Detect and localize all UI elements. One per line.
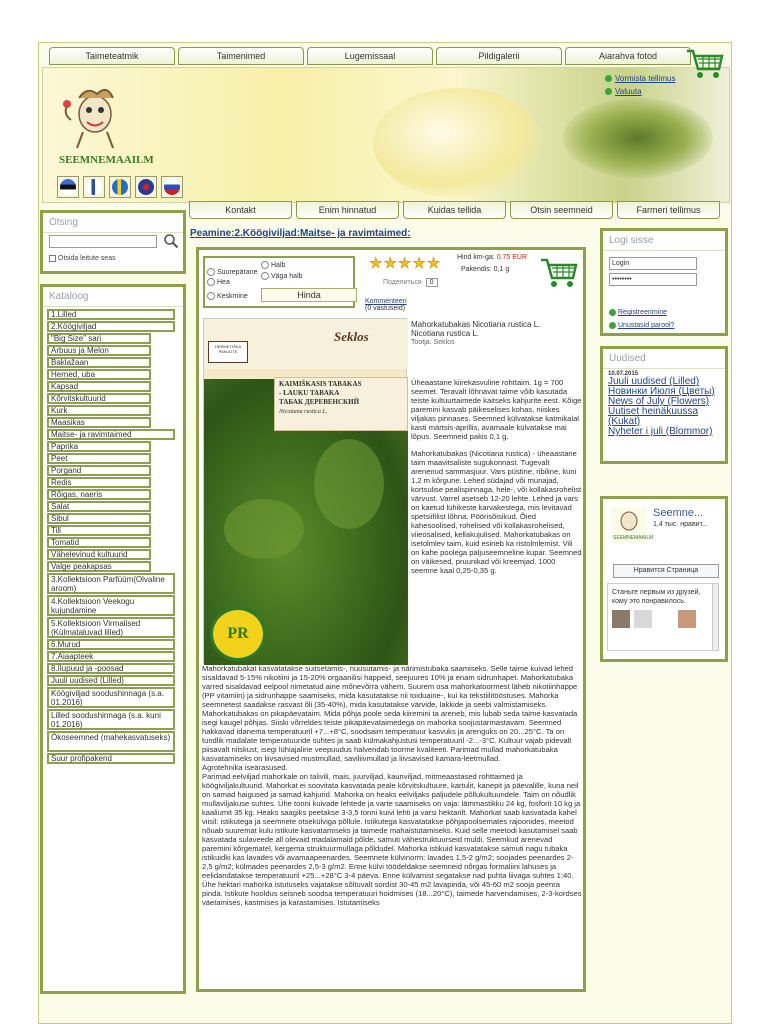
friend-avatar[interactable] <box>656 610 674 628</box>
product-description-full: Mahorkatubakat kasvatatakse suitsetamis-, nuusutamis- ja närimistubaka saamiseks. Selle taime kuivad lehed sisaldavad 5-15% nikotiini ja 15-20% orgaanilisi happeid, seejuures 10% ja enam sidrunhapet. Mahorkatubaka varred sisaldavad eelpool nimetatud aine mõnevõrra vähem. Suurem osa mahorkatoormest läheb nikotiinhappe (PP vitamiin) ja sidrunhappe saamiseks, mida kasutatakse nii toiduaine-, kui ka tekstiilitööstuses. Mahorka seemnetest saadakse rasvast õli (35-40%), mida kasutatakse värvide, lakkide ja seebi valmistamiseks. Mahorkatubakas on pikapäevataim. Mida põhja poole seda kiiremini ta areneb, mis lubab seda taime kasvatada isegi kaugel põhjas. Siiski võrreldes teiste pikapäevataimedega on mahorka soojustarmastavam. Seemned hakkavad idanema temperatuuril +7...+8°C, soodsaim temperatuur kasvuks ja arenguks on 20...25°C. Ta on tundlik madalate temperatuuride suhtes ja saab külmakahjustusi temperatuuril -2...-3°C. Kultuur vajab pidevalt piisavalt niiskust, isegi lühiajaline veepuudus halvendab toorme kvaliteeti. Parimad mullad mahorkatubaka kasvatamiseks on liivsavised mustmullad, saviliivmullad ja liivsavised kamara-leetmullad. Agrotehnika iseärasused. Parimad eelviljad mahorkale on talivili, mais, juurviljad, kaunviljad, mitmeaastased rohttaimed ja köögiviljakultuurid. Mahorkat ei soovitata kasvatada peale kõrvitskultuure, kartulit, kanepit ja päevalille, kuna neil on samad haigused ja samad kahjurid. Mahorka on heaks eelviljaks paljudele põllukultuuridele. Taim on nõudlik mullaviljakuse suhtes. Ühe tonni kuivade lehtede ja varte saamiseks on vaja: lämmastikku 24 kg, fosforit 10 kg ja kaaliumit 35 kg. Heaks saagiks peetakse 3-3,5 tonni kuivi lehti ja varsi hektarilt. Mahorkat saab kasvatada kahel viisil: istikutega ja seemnete otsekülviga põllule. Istikutega kasvatatakse põhjapoolsemates rajoonides, meetod nõuab suuremat kulu istikute kasvatamiseks ja taimede mahaistutamiseks. Kuid selle meetodi kasutamisel saab kasvatada sulaveede all olevaid madalamaid põlde, samuti vähestruktuurseid muldi. Seemkud arenevad paremini kõrgematel, kergema struktuurmullaga põldudel. Mahorka istikuid kasvatatakse samuti nagu tubaka istikuidki kas lavades või avamaapeenardes. Seemnete külvinorm: lavades 1,5-2 g/m2; soojades peenardes 2-2,5 g/m2; külmades peenardes 2,5-3 g/m2. Enne külvi töödeldakse seemneid nõrgas formaliini lahuses ja eelidandatakse temperatuuril +25...+28°C 3-4 päeva. Enne külvamist segatakse nad puhta liivaga suhtes 1:40. Ühe hektari mahorka istutuseks vajatakse sõltuvalt sordist 30-45 m2 lavapinda, või 45-60 m2 sooja peenra pinda. Istikute hooldus seisneb soodsa temperatuuri hoidmises (18...20°C), taimede harvendamises, 2-3-kordses väetamises, kastmises ja karastamises. Istutamiseks <box>202 664 582 907</box>
facebook-friends: Станьте первым из друзей, кому это понравилось. <box>607 583 719 651</box>
product-panel <box>196 247 586 992</box>
friend-avatar[interactable] <box>612 610 630 628</box>
catalog-item[interactable]: 5.Kollektsioon Virmalised (Külmataluvad lilled) <box>47 617 175 638</box>
facebook-page-avatar[interactable] <box>611 507 654 543</box>
catalog-item[interactable]: Baklažaan <box>47 357 151 368</box>
add-to-cart-icon[interactable] <box>539 256 579 290</box>
facebook-likes: 1,4 тыс. нравит... <box>653 521 708 528</box>
search-icon[interactable] <box>163 233 179 249</box>
language-flags <box>57 176 183 198</box>
agrotech-title: Agrotehnika iseärasused. <box>202 763 288 772</box>
quality-seal-icon: PR <box>210 607 266 661</box>
rating-radio[interactable] <box>261 272 269 280</box>
catalog-item[interactable]: 8.Ilupuud ja -poosad <box>47 663 175 674</box>
friend-avatar[interactable] <box>634 610 652 628</box>
catalog-item[interactable]: Kõrvitskultuurid <box>47 393 151 404</box>
facebook-widget <box>600 496 728 662</box>
catalog-item[interactable]: Porgand <box>47 465 151 476</box>
password-input[interactable]: •••••••• <box>609 273 697 286</box>
currency-link[interactable]: Valuuta <box>605 85 675 98</box>
catalog-item[interactable]: 4.Kollektsioon Veekogu kujundamine <box>47 595 175 616</box>
top-navigation <box>49 47 691 65</box>
catalog-item[interactable]: Rõigas, naeris <box>47 489 151 500</box>
price-label: Hind km-ga: <box>457 254 495 261</box>
catalog-item[interactable]: Tomatid <box>47 537 151 548</box>
catalog-item[interactable]: Sibul <box>47 513 151 524</box>
lily-flower-image <box>373 88 543 198</box>
search-within-results-option[interactable]: Otsida leitute seas <box>49 255 116 262</box>
subnav-otsin-seemneid[interactable]: Otsin seemneid <box>510 201 613 219</box>
news-item[interactable]: Juuli uudised (Lilled) <box>608 376 700 387</box>
catalog-item[interactable]: 2.Köögiviljad <box>47 321 175 332</box>
forgot-password-link[interactable]: Unustasid parool? <box>609 322 674 329</box>
product-image[interactable] <box>203 318 407 664</box>
catalog-item[interactable]: Arbuus ja Melon <box>47 345 151 356</box>
nav-tab-aiarahva-fotod[interactable]: Aiarahva fotod <box>565 47 691 65</box>
rating-stars <box>369 256 440 271</box>
rating-option-average[interactable]: Keskmine <box>207 292 248 300</box>
catalog-item[interactable]: 3.Kollektsioon Parfüüm(Olvaline aroom) <box>47 573 175 594</box>
catalog-item[interactable]: 6.Murud <box>47 639 175 650</box>
search-within-checkbox[interactable] <box>49 255 56 262</box>
bullet-icon <box>605 88 612 95</box>
rating-form <box>203 256 355 308</box>
news-item[interactable]: Новинки Июля (Цветы) <box>608 386 715 397</box>
rating-radio[interactable] <box>207 278 215 286</box>
catalog-item[interactable]: 1.Lilled <box>47 309 175 320</box>
header-banner <box>42 67 730 203</box>
username-input[interactable]: Login <box>609 257 697 270</box>
shopping-cart-icon[interactable] <box>685 47 725 81</box>
price-area <box>457 254 527 273</box>
nav-tab-taimenimed[interactable]: Taimenimed <box>178 47 304 65</box>
friend-avatar[interactable] <box>678 610 696 628</box>
share-count: 0 <box>426 278 438 287</box>
star-icon: ★ <box>412 255 426 272</box>
star-icon: ★ <box>397 255 412 272</box>
bullet-icon <box>609 309 616 316</box>
catalog-item[interactable]: Peet <box>47 453 151 464</box>
product-maker: Tootja: Seklos <box>411 339 455 346</box>
catalog-box <box>40 284 186 994</box>
catalog-item[interactable]: Köögiviljad soodushinnaga (s.a. 01.2016) <box>47 687 175 708</box>
leaf-image <box>563 98 713 178</box>
subnav-farmeri-tellimus[interactable]: Farmeri tellimus <box>617 201 720 219</box>
catalog-list <box>43 307 183 767</box>
catalog-item[interactable]: Paprika <box>47 441 151 452</box>
rating-option-bad[interactable]: Halb <box>261 261 285 269</box>
rate-button[interactable]: Hinda <box>261 288 357 302</box>
login-title: Logi sisse <box>603 231 725 251</box>
product-description-side: Üheaastane kiirekasvuline rohttaim. 1g = 700 seemet. Teravalt lõhnavat taime võib kasutada teiste kultuurtaimede kaitseks kahjurite eest. Kõige paremini kasvab päikeselises kohas, niiskes viljakas pinnases. Seemned külvatakse katmikalal kasti märtsis-aprillis, avamaale külvatakse mai lõpus. Seemneid pakis 0,1 g. Mahorkatubakas (Nicotiana rustica) - üheaastane taim maavitsaliste sugukonnast. Tugevalt arenenud sammasjuur. Vars püstine, ribiline, kuni 1,2 m kõrgune. Lehed südajad või munajad, kortsulise pealispinnaga, hele-, või kollakasrohelist värvust. Varrel asetseb 12-20 lehte. Lehed ja vars on kaetud lühikeste karvakestega, mis levitavad spetsiifilist lõhna. Pöörisõisikud. Õied kahesoolised, rohelised või kollakasrohelised, viieosalised, kellakujulised. Mahorkatubakas on isetolmlev taim, kuid esineb ka ristolmlemist. Vili on kahe poolega paljuseemneline kupar. Seemned on väikesed, pruunikad või kreemjad. 1000 seemne kaal 0,25-0,35 g. <box>411 378 582 575</box>
catalog-item[interactable]: Kurk <box>47 405 151 416</box>
bullet-icon <box>609 322 616 329</box>
rating-radio[interactable] <box>207 292 215 300</box>
search-input[interactable] <box>49 235 157 248</box>
catalog-item[interactable]: Kapsad <box>47 381 151 392</box>
svg-text:SEEMNEMAAILM: SEEMNEMAAILM <box>613 535 654 541</box>
product-name: Mahorkatubakas Nicotiana rustica L. Nicotiana rustica L. Tootja: Seklos <box>411 320 583 347</box>
rating-option-excellent[interactable]: Suurepärane <box>207 268 257 276</box>
flag-estonia-icon[interactable] <box>57 176 79 198</box>
star-icon: ★ <box>369 255 383 272</box>
login-box <box>600 228 728 336</box>
banner-links <box>605 72 675 98</box>
pack-brand-logo: Seklos <box>334 329 369 344</box>
news-title: Uudised <box>603 349 725 369</box>
flag-uk-icon[interactable] <box>135 176 157 198</box>
nav-tab-taimeteatmik[interactable]: Taimeteatmik <box>49 47 175 65</box>
facebook-like-button[interactable]: Нравится Страница <box>613 564 719 578</box>
flag-russia-icon[interactable] <box>161 176 183 198</box>
nav-tab-pildigalerii[interactable]: Pildigalerii <box>436 47 562 65</box>
facebook-page-name[interactable]: Seemne... <box>653 507 704 519</box>
catalog-item[interactable]: Lilled soodushinnaga (s.a. kuni 01.2016) <box>47 709 175 730</box>
pack-header <box>204 319 408 369</box>
share-widget[interactable]: Поделиться 0 <box>383 278 438 287</box>
rating-option-good[interactable]: Hea <box>207 278 230 286</box>
catalog-item[interactable]: Till <box>47 525 151 536</box>
pack-hermetic-label: HERMETIŠKA PAKUOTĖ <box>208 341 248 363</box>
register-link[interactable]: Registreerimine <box>609 309 667 316</box>
nav-tab-lugemissaal[interactable]: Lugemissaal <box>307 47 433 65</box>
rating-option-very-bad[interactable]: Väga halb <box>261 272 303 280</box>
comment-link[interactable]: Kommenteeri (0 vastuseid) <box>365 298 407 312</box>
catalog-item[interactable]: Suur profipakend <box>47 753 175 764</box>
rating-radio[interactable] <box>207 268 215 276</box>
flag-finland-icon[interactable] <box>83 176 105 198</box>
news-item[interactable]: Uutiset heinäkuussa (Kukat) <box>608 406 699 427</box>
catalog-item[interactable]: 7.Aiaapteek <box>47 651 175 662</box>
logo-text[interactable]: SEEMNEMAAILM <box>59 154 154 166</box>
news-item[interactable]: News of July (Flowers) <box>608 396 710 407</box>
catalog-item[interactable]: Herned, uba <box>47 369 151 380</box>
catalog-item[interactable]: Juuli uudised (Lilled) <box>47 675 175 686</box>
bullet-icon <box>605 75 612 82</box>
news-item[interactable]: Nyheter i juli (Blommor) <box>608 426 713 437</box>
news-date: 10.07.2015 <box>608 371 639 377</box>
sub-navigation <box>189 201 720 219</box>
catalog-item[interactable]: Ökoseemned (mahekasvatuseks) <box>47 731 175 752</box>
pack-names: KAIMIŠKASIS TABAKAS - LAUKU TABAKA ТАБАК ДЕРЕВЕНСКИЙ Nicotiana rustica L. <box>274 377 408 431</box>
catalog-item[interactable]: Valge peakapsas <box>47 561 151 572</box>
catalog-item[interactable]: Vähelevinud kultuurid <box>47 549 151 560</box>
news-list <box>603 369 725 439</box>
price-value: 0.75 EUR <box>496 254 528 261</box>
catalog-item[interactable]: Salat <box>47 501 151 512</box>
checkout-link[interactable]: Vormista tellimus <box>605 72 675 85</box>
search-box <box>40 210 186 274</box>
subnav-kontakt[interactable]: Kontakt <box>189 201 292 219</box>
catalog-item[interactable]: Maitse- ja ravimtaimed <box>47 429 175 440</box>
news-box <box>600 346 728 464</box>
catalog-item[interactable]: "Big Size" sari <box>47 333 151 344</box>
flag-sweden-icon[interactable] <box>109 176 131 198</box>
logo-mascot-icon[interactable] <box>57 84 137 154</box>
pack-size: Pakendis: 0,1 g <box>461 266 510 273</box>
subnav-enim-hinnatud[interactable]: Enim hinnatud <box>296 201 399 219</box>
facebook-scrollbar[interactable] <box>712 584 718 650</box>
breadcrumb[interactable]: Peamine:2.Köögiviljad:Maitse- ja ravimtaimed: <box>190 228 411 239</box>
catalog-item[interactable]: Maasikas <box>47 417 151 428</box>
star-icon: ★ <box>426 255 441 272</box>
catalog-item[interactable]: Redis <box>47 477 151 488</box>
subnav-kuidas-tellida[interactable]: Kuidas tellida <box>403 201 506 219</box>
star-icon: ★ <box>383 255 397 272</box>
search-title: Otsing <box>43 213 183 233</box>
rating-radio[interactable] <box>261 261 269 269</box>
catalog-title: Kataloog <box>43 287 183 307</box>
